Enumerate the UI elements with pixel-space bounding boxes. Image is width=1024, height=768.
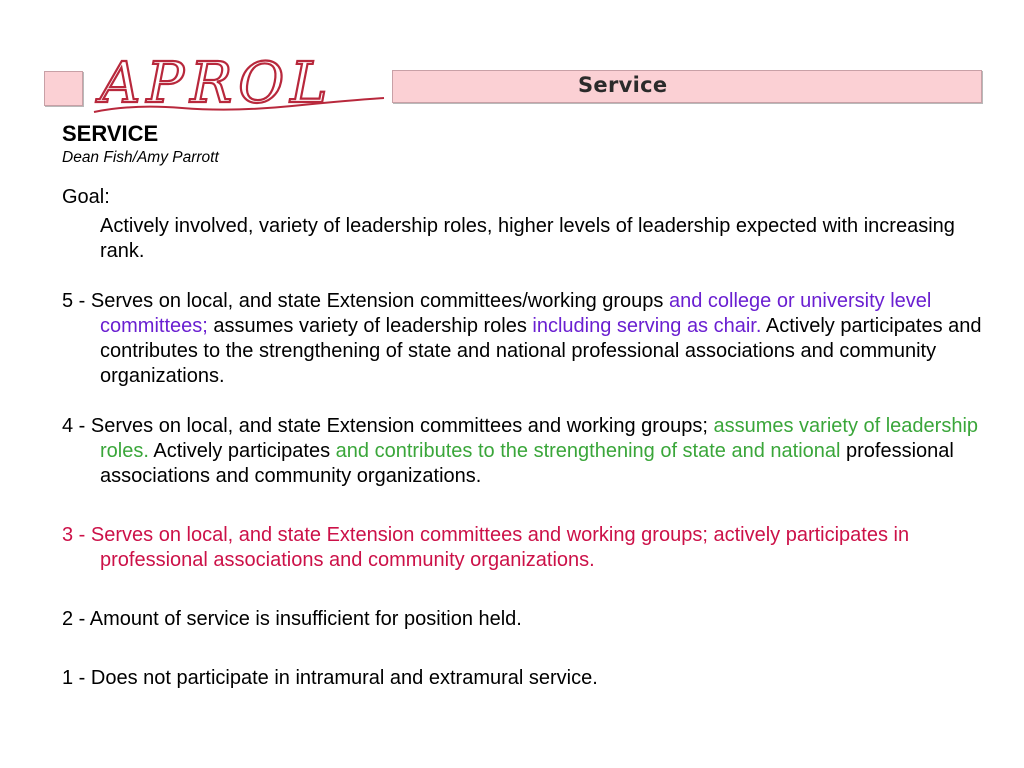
level-5-part-2: and college or university level committees;	[100, 290, 932, 337]
logo-text: APROL	[100, 52, 334, 116]
level-5-criteria	[62, 289, 1002, 389]
goal-text: Actively involved, variety of leadership roles, higher levels of leadership expected with increasing rank.	[100, 215, 955, 262]
level-5-part-1: 5 - Serves on local, and state Extension committees/working groups	[62, 290, 669, 312]
level-1-criteria: 1 - Does not participate in intramural and extramural service.	[62, 667, 598, 689]
level-5-part-4: including serving as chair.	[532, 315, 762, 337]
goal-label: Goal:	[62, 186, 110, 208]
level-4-part-5: professional associations and community organizations.	[100, 440, 954, 487]
level-4-part-3: Actively participates	[148, 440, 336, 462]
level-5-part-5: Actively participates and contributes to the strengthening of state and national professional associations and community organizations.	[100, 315, 982, 387]
level-4-part-4: and contributes to the strengthening of state and national	[335, 440, 841, 462]
banner-title: Service	[578, 73, 668, 97]
slide-content	[62, 120, 1002, 691]
aprol-logo	[92, 52, 388, 118]
level-4-part-1: 4 - Serves on local, and state Extension committees and working groups;	[62, 415, 714, 437]
banner-square	[44, 71, 83, 106]
level-3-criteria: 3 - Serves on local, and state Extension committees and working groups; actively participates in professional associations and community organizations.	[62, 524, 910, 571]
author-line: Dean Fish/Amy Parrott	[62, 149, 219, 166]
level-2-criteria: 2 - Amount of service is insufficient for position held.	[62, 608, 522, 630]
level-4-part-2: assumes variety of leadership roles.	[100, 415, 979, 462]
banner-bar	[392, 70, 982, 103]
page-title: SERVICE	[62, 121, 159, 146]
level-5-part-3: assumes variety of leadership roles	[207, 315, 533, 337]
level-4-criteria	[62, 414, 1002, 489]
